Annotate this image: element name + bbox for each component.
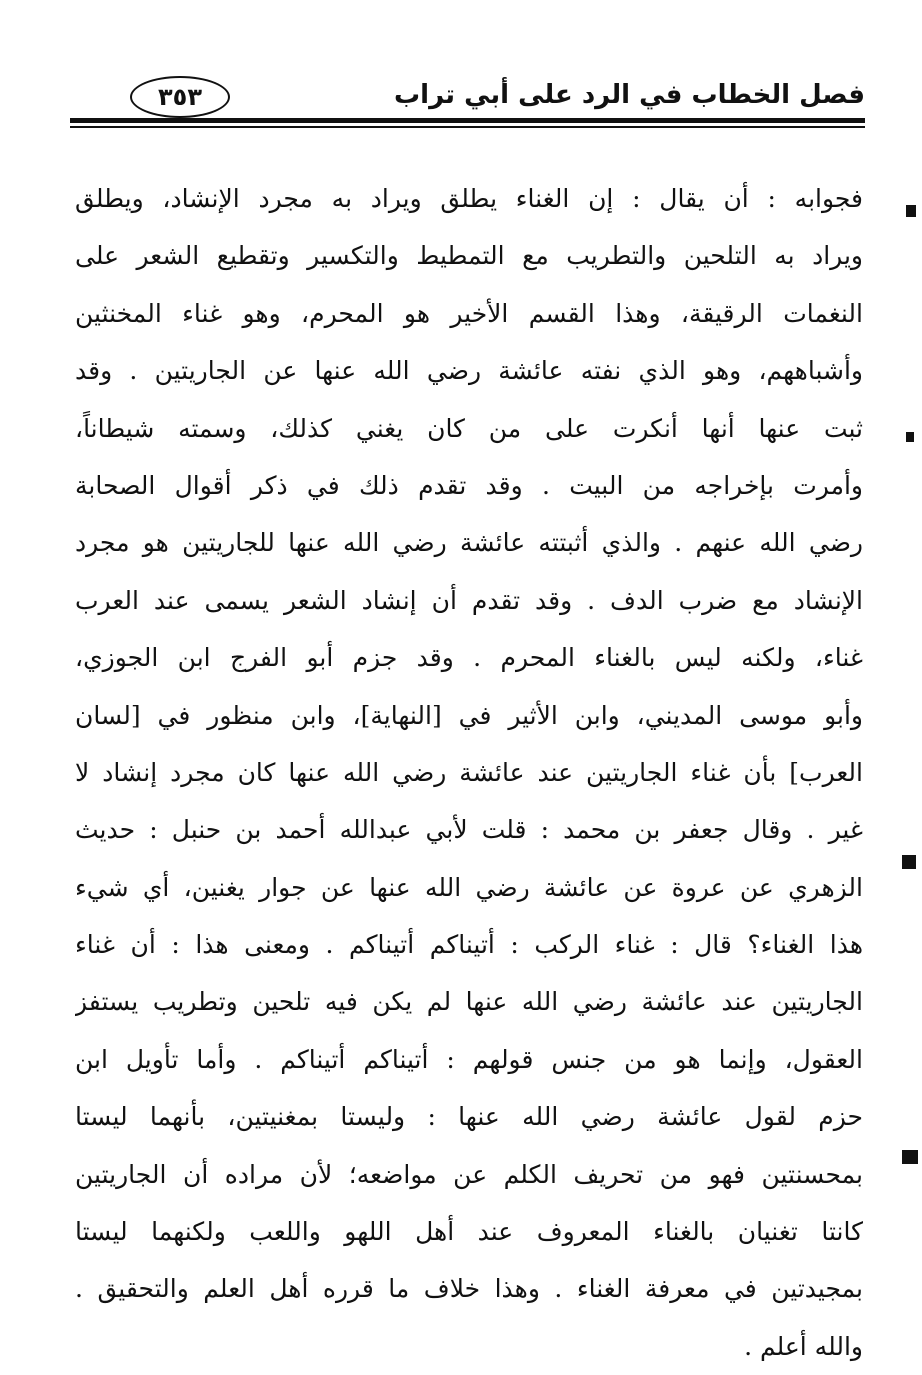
text-line: غناء، ولكنه ليس بالغناء المحرم . وقد جزم أبو الفرج ابن الجوزي، — [75, 643, 863, 673]
text-line: ثبت عنها أنها أنكرت على من كان يغني كذلك، وسمته شيطاناً، — [75, 413, 863, 443]
margin-mark — [906, 205, 916, 217]
text-line: بمجيدتين في معرفة الغناء . وهذا خلاف ما قرره أهل العلم والتحقيق . — [75, 1274, 863, 1304]
page-number-oval — [130, 76, 230, 118]
body-text — [75, 170, 863, 1375]
text-line: الإنشاد مع ضرب الدف . وقد تقدم أن إنشاد الشعر يسمى عند العرب — [75, 585, 863, 615]
text-line: بمحسنتين فهو من تحريف الكلم عن مواضعه؛ لأن مراده أن الجاريتين — [75, 1159, 863, 1189]
text-line: كانتا تغنيان بالغناء المعروف عند أهل اللهو واللعب ولكنهما ليستا — [75, 1217, 863, 1247]
text-line: فجوابه : أن يقال : إن الغناء يطلق ويراد به مجرد الإنشاد، ويطلق — [75, 184, 863, 213]
text-line: وأمرت بإخراجه من البيت . وقد تقدم ذلك في ذكر أقوال الصحابة — [75, 470, 863, 500]
margin-mark — [906, 432, 914, 442]
text-line-last: والله أعلم . — [744, 1331, 863, 1361]
text-line: وأشباههم، وهو الذي نفته عائشة رضي الله عنها عن الجاريتين . وقد — [75, 356, 863, 386]
text-line: الزهري عن عروة عن عائشة رضي الله عنها عن جوار يغنين، أي شيء — [75, 872, 863, 902]
text-line: حزم لقول عائشة رضي الله عنها : وليستا بمغنيتين، بأنهما ليستا — [75, 1102, 863, 1132]
text-line: ويراد به التلحين والتطريب مع التمطيط والتكسير وتقطيع الشعر على — [75, 241, 863, 271]
text-line: غير . وقال جعفر بن محمد : قلت لأبي عبدالله أحمد بن حنبل : حديث — [75, 815, 863, 845]
page-number: ٣٥٣ — [158, 83, 202, 111]
text-line: وأبو موسى المديني، وابن الأثير في [النهاية]، وابن منظور في [لسان — [75, 700, 863, 730]
text-line: النغمات الرقيقة، وهذا القسم الأخير هو المحرم، وهو غناء المخنثين — [75, 298, 863, 328]
text-line: العقول، وإنما هو من جنس قولهم : أتيناكم أتيناكم . وأما تأويل ابن — [75, 1044, 863, 1074]
page-header — [70, 62, 865, 132]
header-rule-thick — [70, 118, 865, 123]
text-line: العرب] بأن غناء الجاريتين عند عائشة رضي الله عنها كان مجرد إنشاد لا — [75, 757, 863, 787]
running-title: فصل الخطاب في الرد على أبي تراب — [394, 80, 865, 110]
margin-mark — [902, 855, 916, 869]
header-rule-thin — [70, 126, 865, 128]
margin-mark — [902, 1150, 918, 1164]
text-line: رضي الله عنهم . والذي أثبتته عائشة رضي الله عنها للجاريتين هو مجرد — [75, 528, 863, 558]
text-line: الجاريتين عند عائشة رضي الله عنها لم يكن فيه تلحين وتطريب يستفز — [75, 987, 863, 1017]
text-line: هذا الغناء؟ قال : غناء الركب : أتيناكم أتيناكم . ومعنى هذا : أن غناء — [75, 930, 863, 960]
